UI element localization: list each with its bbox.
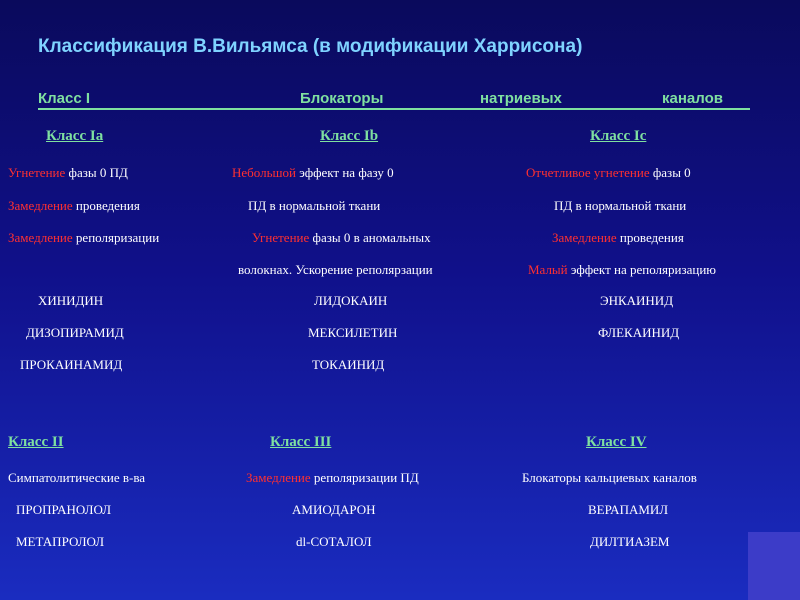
corner-decoration bbox=[748, 532, 800, 600]
class4-desc: Блокаторы кальциевых каналов bbox=[522, 470, 697, 485]
page-title: Классификация В.Вильямса (в модификации Харрисона) bbox=[38, 36, 583, 57]
subclass-ib-header: Класс Ib bbox=[320, 128, 379, 144]
ia-line-2: Замедление проведения bbox=[8, 198, 140, 213]
drug-class2-1: ПРОПРАНОЛОЛ bbox=[16, 502, 112, 517]
drug-class4-1: ВЕРАПАМИЛ bbox=[588, 502, 669, 517]
drug-ia-2: ДИЗОПИРАМИД bbox=[26, 325, 124, 340]
drug-ia-1: ХИНИДИН bbox=[38, 293, 104, 308]
class2-header: Класс II bbox=[8, 434, 64, 450]
ib-line-1: Небольшой эффект на фазу 0 bbox=[232, 165, 394, 180]
class3-header: Класс III bbox=[270, 434, 332, 450]
ic-line-1: Отчетливое угнетение фазы 0 bbox=[526, 165, 691, 180]
ib-line-3: Угнетение фазы 0 в аномальных bbox=[252, 230, 431, 245]
class2-desc: Симпатолитические в-ва bbox=[8, 470, 146, 485]
drug-class4-2: ДИЛТИАЗЕМ bbox=[590, 534, 670, 549]
class1-desc-2: натриевых bbox=[480, 90, 562, 107]
subclass-ic-header: Класс Ic bbox=[590, 128, 647, 144]
ib-line-4: волокнах. Ускорение реполярзации bbox=[238, 262, 433, 277]
ib-line-2: ПД в нормальной ткани bbox=[248, 198, 381, 213]
drug-ib-2: МЕКСИЛЕТИН bbox=[308, 325, 398, 340]
class1-header-line bbox=[38, 90, 738, 110]
drug-ib-1: ЛИДОКАИН bbox=[314, 293, 388, 308]
class1-desc-1: Блокаторы bbox=[300, 90, 384, 107]
drug-ia-3: ПРОКАИНАМИД bbox=[20, 357, 123, 372]
ia-line-1: Угнетение фазы 0 ПД bbox=[8, 165, 128, 180]
ia-line-3: Замедление реполяризации bbox=[8, 230, 160, 245]
class1-underline-a bbox=[38, 90, 300, 110]
ic-line-4: Малый эффект на реполяризацию bbox=[528, 262, 716, 277]
drug-class2-2: МЕТАПРОЛОЛ bbox=[16, 534, 105, 549]
ic-line-2: ПД в нормальной ткани bbox=[554, 198, 687, 213]
subclass-ia-header: Класс Ia bbox=[46, 128, 104, 144]
drug-ic-1: ЭНКАИНИД bbox=[600, 293, 674, 308]
class1-label: Класс I bbox=[38, 90, 91, 107]
drug-class3-2: dl-СОТАЛОЛ bbox=[296, 534, 372, 549]
class4-header: Класс IV bbox=[586, 434, 647, 450]
class3-desc: Замедление реполяризации ПД bbox=[246, 470, 419, 485]
drug-ic-2: ФЛЕКАИНИД bbox=[598, 325, 680, 340]
drug-class3-1: АМИОДАРОН bbox=[292, 502, 376, 517]
ic-line-3: Замедление проведения bbox=[552, 230, 684, 245]
drug-ib-3: ТОКАИНИД bbox=[312, 357, 385, 372]
class1-desc-3: каналов bbox=[662, 90, 723, 107]
